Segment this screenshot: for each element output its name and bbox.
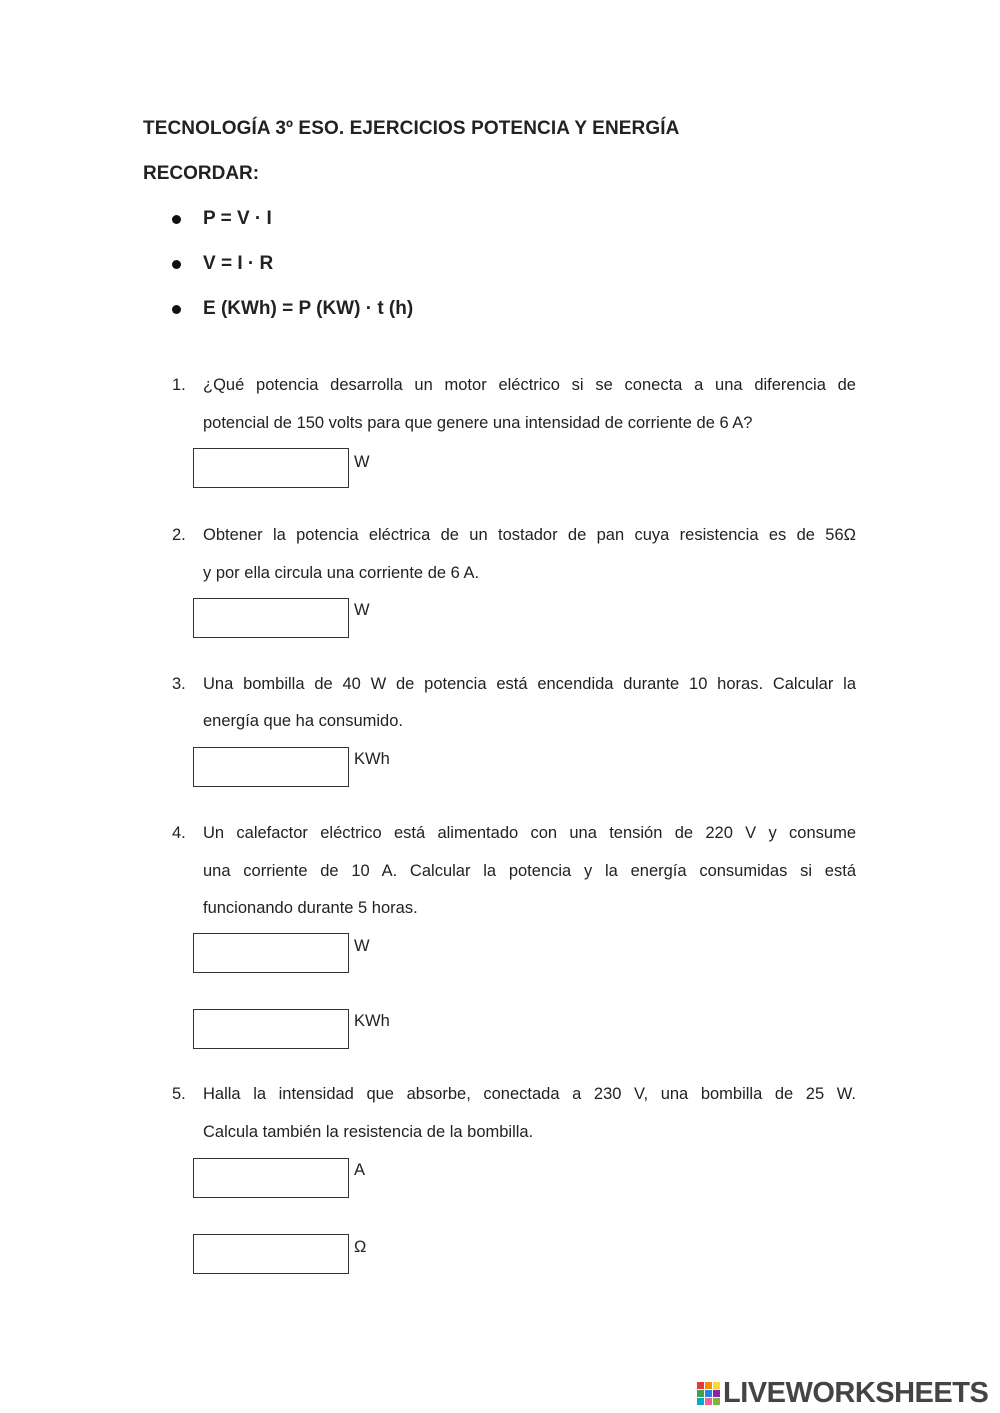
question-number: 5. bbox=[172, 1085, 186, 1103]
answer-input-q2-w[interactable] bbox=[193, 598, 349, 638]
answer-input-q4-kwh[interactable] bbox=[193, 1009, 349, 1049]
unit-label: Ω bbox=[354, 1238, 367, 1256]
answer-input-q1-w[interactable] bbox=[193, 448, 349, 488]
formula-text: V = I · R bbox=[203, 253, 274, 274]
question-text-line: Halla la intensidad que absorbe, conectada a 230 V, una bombilla de 25 W. bbox=[203, 1085, 856, 1103]
question-number: 2. bbox=[172, 526, 186, 544]
answer-input-q3-kwh[interactable] bbox=[193, 747, 349, 787]
bullet-icon bbox=[172, 260, 181, 269]
recordar-heading: RECORDAR: bbox=[143, 163, 260, 184]
formula-text: E (KWh) = P (KW) · t (h) bbox=[203, 298, 414, 319]
question-text-line: Obtener la potencia eléctrica de un tostador de pan cuya resistencia es de 56Ω bbox=[203, 526, 856, 544]
bullet-icon bbox=[172, 215, 181, 224]
question-text-line: Un calefactor eléctrico está alimentado con una tensión de 220 V y consume bbox=[203, 824, 856, 842]
answer-input-q5-ohm[interactable] bbox=[193, 1234, 349, 1274]
answer-input-q5-a[interactable] bbox=[193, 1158, 349, 1198]
bullet-icon bbox=[172, 305, 181, 314]
unit-label: KWh bbox=[354, 1012, 390, 1030]
logo-tile bbox=[713, 1382, 720, 1389]
brand-text: LIVEWORKSHEETS bbox=[723, 1377, 989, 1409]
question-text-line: ¿Qué potencia desarrolla un motor eléctrico si se conecta a una diferencia de bbox=[203, 376, 856, 394]
logo-tile bbox=[697, 1398, 704, 1405]
question-number: 4. bbox=[172, 824, 186, 842]
question-text-line: energía que ha consumido. bbox=[203, 712, 403, 730]
formula-power bbox=[172, 208, 272, 230]
question-number: 3. bbox=[172, 675, 186, 693]
question-text-line: una corriente de 10 A. Calcular la potencia y la energía consumidas si está bbox=[203, 862, 856, 880]
formula-energy bbox=[172, 298, 413, 320]
unit-label: KWh bbox=[354, 750, 390, 768]
formula-ohm bbox=[172, 253, 273, 275]
logo-tile bbox=[713, 1390, 720, 1397]
logo-tile bbox=[705, 1398, 712, 1405]
unit-label: W bbox=[354, 601, 370, 619]
question-text-line: potencial de 150 volts para que genere una intensidad de corriente de 6 A? bbox=[203, 414, 753, 432]
unit-label: W bbox=[354, 937, 370, 955]
question-text-line: Calcula también la resistencia de la bombilla. bbox=[203, 1123, 534, 1141]
unit-label: A bbox=[354, 1161, 366, 1179]
question-number: 1. bbox=[172, 376, 186, 394]
logo-tile bbox=[697, 1390, 704, 1397]
liveworksheets-logo bbox=[697, 1377, 988, 1410]
page-title: TECNOLOGÍA 3º ESO. EJERCICIOS POTENCIA Y ENERGÍA bbox=[143, 118, 680, 139]
logo-tile bbox=[697, 1382, 704, 1389]
formula-text: P = V · I bbox=[203, 208, 272, 229]
answer-input-q4-w[interactable] bbox=[193, 933, 349, 973]
question-text-line: y por ella circula una corriente de 6 A. bbox=[203, 564, 480, 582]
question-text-line: Una bombilla de 40 W de potencia está encendida durante 10 horas. Calcular la bbox=[203, 675, 856, 693]
unit-label: W bbox=[354, 453, 370, 471]
logo-tile bbox=[705, 1390, 712, 1397]
liveworksheets-logo-icon bbox=[697, 1382, 720, 1405]
logo-tile bbox=[713, 1398, 720, 1405]
logo-tile bbox=[705, 1382, 712, 1389]
question-text-line: funcionando durante 5 horas. bbox=[203, 899, 418, 917]
